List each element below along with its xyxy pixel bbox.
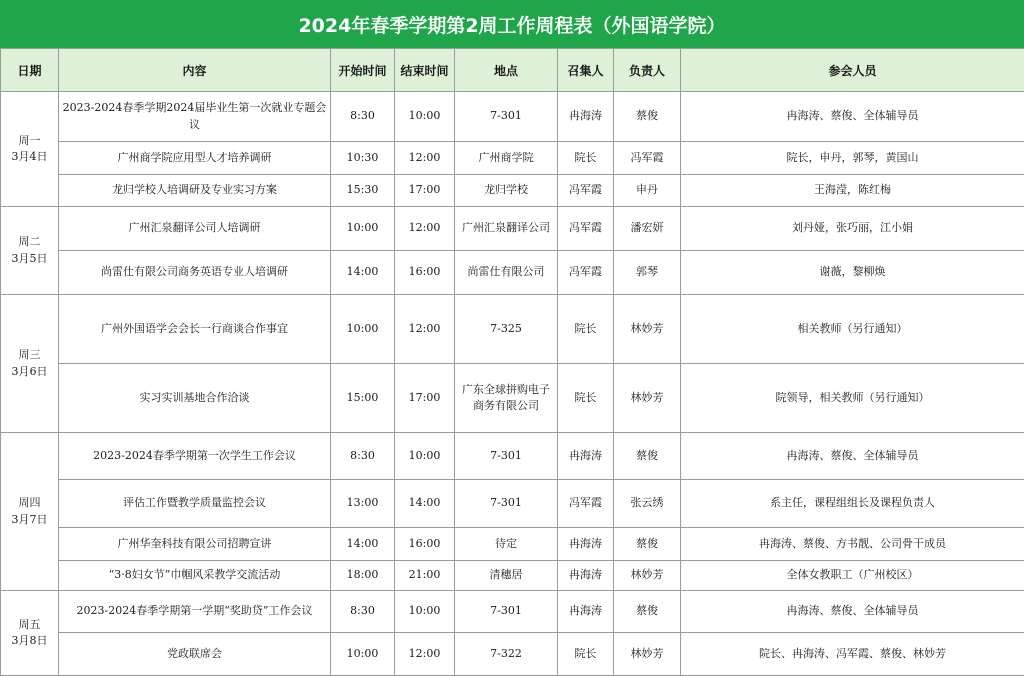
table-row <box>1 633 1024 676</box>
table-row <box>1 207 1024 251</box>
weekday-label: 周四 <box>4 495 55 512</box>
leader-cell: 林妙芳 <box>614 364 681 433</box>
date-label: 3月4日 <box>4 149 55 166</box>
date-label: 3月7日 <box>4 512 55 529</box>
attendees-cell: 谢薇，黎柳焕 <box>681 251 1024 295</box>
location-cell: 7-301 <box>455 480 558 528</box>
convener-cell: 冉海涛 <box>558 528 614 561</box>
end-time-cell: 17:00 <box>395 175 455 207</box>
table-row <box>1 433 1024 480</box>
day-cell <box>1 207 59 295</box>
start-time-cell: 15:30 <box>331 175 395 207</box>
location-cell: 7-301 <box>455 591 558 633</box>
location-cell: 待定 <box>455 528 558 561</box>
leader-cell: 林妙芳 <box>614 295 681 364</box>
leader-cell: 蔡俊 <box>614 591 681 633</box>
column-header-location: 地点 <box>455 49 558 92</box>
leader-cell: 林妙芳 <box>614 561 681 591</box>
convener-cell: 冉海涛 <box>558 92 614 142</box>
attendees-cell: 王海滢，陈红梅 <box>681 175 1024 207</box>
attendees-cell: 系主任，课程组组长及课程负责人 <box>681 480 1024 528</box>
page-title: 2024年春季学期第2周工作周程表（外国语学院） <box>0 0 1024 48</box>
column-header-end-time: 结束时间 <box>395 49 455 92</box>
leader-cell: 林妙芳 <box>614 633 681 676</box>
table-header-row <box>1 49 1024 92</box>
weekday-label: 周五 <box>4 617 55 634</box>
end-time-cell: 17:00 <box>395 364 455 433</box>
column-header-content: 内容 <box>59 49 331 92</box>
end-time-cell: 14:00 <box>395 480 455 528</box>
convener-cell: 院长 <box>558 364 614 433</box>
leader-cell: 郭琴 <box>614 251 681 295</box>
location-cell: 清穗居 <box>455 561 558 591</box>
start-time-cell: 13:00 <box>331 480 395 528</box>
attendees-cell: 冉海涛、蔡俊、全体辅导员 <box>681 92 1024 142</box>
column-header-attendees: 参会人员 <box>681 49 1024 92</box>
location-cell: 尚雷仕有限公司 <box>455 251 558 295</box>
day-cell <box>1 92 59 207</box>
attendees-cell: 院长、冉海涛、冯军霞、蔡俊、林妙芳 <box>681 633 1024 676</box>
schedule-table <box>0 48 1024 676</box>
location-cell: 龙归学校 <box>455 175 558 207</box>
table-row <box>1 295 1024 364</box>
date-label: 3月8日 <box>4 633 55 650</box>
table-row <box>1 251 1024 295</box>
content-cell: 实习实训基地合作洽谈 <box>59 364 331 433</box>
convener-cell: 冯军霞 <box>558 251 614 295</box>
content-cell: “3·8妇女节”巾帼风采教学交流活动 <box>59 561 331 591</box>
weekday-label: 周一 <box>4 133 55 150</box>
end-time-cell: 10:00 <box>395 433 455 480</box>
location-cell: 广州汇泉翻译公司 <box>455 207 558 251</box>
start-time-cell: 15:00 <box>331 364 395 433</box>
end-time-cell: 12:00 <box>395 295 455 364</box>
start-time-cell: 14:00 <box>331 528 395 561</box>
end-time-cell: 10:00 <box>395 591 455 633</box>
table-row <box>1 142 1024 175</box>
end-time-cell: 16:00 <box>395 528 455 561</box>
leader-cell: 蔡俊 <box>614 433 681 480</box>
table-row <box>1 528 1024 561</box>
attendees-cell: 冉海涛、蔡俊、全体辅导员 <box>681 591 1024 633</box>
convener-cell: 院长 <box>558 295 614 364</box>
attendees-cell: 冉海涛、蔡俊、全体辅导员 <box>681 433 1024 480</box>
leader-cell: 蔡俊 <box>614 528 681 561</box>
start-time-cell: 10:00 <box>331 295 395 364</box>
weekday-label: 周二 <box>4 234 55 251</box>
table-row <box>1 591 1024 633</box>
location-cell: 7-301 <box>455 433 558 480</box>
attendees-cell: 院长，申丹，郭琴，黄国山 <box>681 142 1024 175</box>
convener-cell: 冯军霞 <box>558 207 614 251</box>
table-row <box>1 561 1024 591</box>
attendees-cell: 全体女教职工（广州校区） <box>681 561 1024 591</box>
content-cell: 2023-2024春季学期2024届毕业生第一次就业专题会议 <box>59 92 331 142</box>
location-cell: 7-322 <box>455 633 558 676</box>
weekday-label: 周三 <box>4 347 55 364</box>
content-cell: 广州华奎科技有限公司招聘宣讲 <box>59 528 331 561</box>
location-cell: 广州商学院 <box>455 142 558 175</box>
start-time-cell: 8:30 <box>331 92 395 142</box>
leader-cell: 冯军霞 <box>614 142 681 175</box>
day-cell <box>1 433 59 591</box>
content-cell: 党政联席会 <box>59 633 331 676</box>
start-time-cell: 10:00 <box>331 207 395 251</box>
end-time-cell: 21:00 <box>395 561 455 591</box>
content-cell: 2023-2024春季学期第一学期“奖助贷”工作会议 <box>59 591 331 633</box>
content-cell: 2023-2024春季学期第一次学生工作会议 <box>59 433 331 480</box>
start-time-cell: 10:00 <box>331 633 395 676</box>
end-time-cell: 10:00 <box>395 92 455 142</box>
start-time-cell: 10:30 <box>331 142 395 175</box>
convener-cell: 冯军霞 <box>558 175 614 207</box>
attendees-cell: 冉海涛、蔡俊、方书靓、公司骨干成员 <box>681 528 1024 561</box>
table-row <box>1 364 1024 433</box>
column-header-convener: 召集人 <box>558 49 614 92</box>
start-time-cell: 8:30 <box>331 433 395 480</box>
content-cell: 广州外国语学会会长一行商谈合作事宜 <box>59 295 331 364</box>
convener-cell: 院长 <box>558 142 614 175</box>
column-header-start-time: 开始时间 <box>331 49 395 92</box>
content-cell: 广州汇泉翻译公司人培调研 <box>59 207 331 251</box>
date-label: 3月6日 <box>4 364 55 381</box>
location-cell: 广东全球拼购电子商务有限公司 <box>455 364 558 433</box>
location-cell: 7-325 <box>455 295 558 364</box>
leader-cell: 潘宏妍 <box>614 207 681 251</box>
start-time-cell: 8:30 <box>331 591 395 633</box>
leader-cell: 张云绣 <box>614 480 681 528</box>
end-time-cell: 12:00 <box>395 207 455 251</box>
end-time-cell: 12:00 <box>395 142 455 175</box>
content-cell: 广州商学院应用型人才培养调研 <box>59 142 331 175</box>
location-cell: 7-301 <box>455 92 558 142</box>
convener-cell: 冯军霞 <box>558 480 614 528</box>
day-cell <box>1 591 59 676</box>
attendees-cell: 院领导，相关教师（另行通知） <box>681 364 1024 433</box>
end-time-cell: 16:00 <box>395 251 455 295</box>
table-row <box>1 175 1024 207</box>
content-cell: 龙归学校人培调研及专业实习方案 <box>59 175 331 207</box>
start-time-cell: 14:00 <box>331 251 395 295</box>
convener-cell: 院长 <box>558 633 614 676</box>
content-cell: 尚雷仕有限公司商务英语专业人培调研 <box>59 251 331 295</box>
column-header-leader: 负责人 <box>614 49 681 92</box>
convener-cell: 冉海涛 <box>558 591 614 633</box>
column-header-date: 日期 <box>1 49 59 92</box>
table-row <box>1 92 1024 142</box>
attendees-cell: 刘丹娅，张巧丽，江小娟 <box>681 207 1024 251</box>
start-time-cell: 18:00 <box>331 561 395 591</box>
leader-cell: 蔡俊 <box>614 92 681 142</box>
day-cell <box>1 295 59 433</box>
end-time-cell: 12:00 <box>395 633 455 676</box>
content-cell: 评估工作暨教学质量监控会议 <box>59 480 331 528</box>
convener-cell: 冉海涛 <box>558 433 614 480</box>
date-label: 3月5日 <box>4 251 55 268</box>
table-row <box>1 480 1024 528</box>
convener-cell: 冉海涛 <box>558 561 614 591</box>
attendees-cell: 相关教师（另行通知） <box>681 295 1024 364</box>
leader-cell: 申丹 <box>614 175 681 207</box>
